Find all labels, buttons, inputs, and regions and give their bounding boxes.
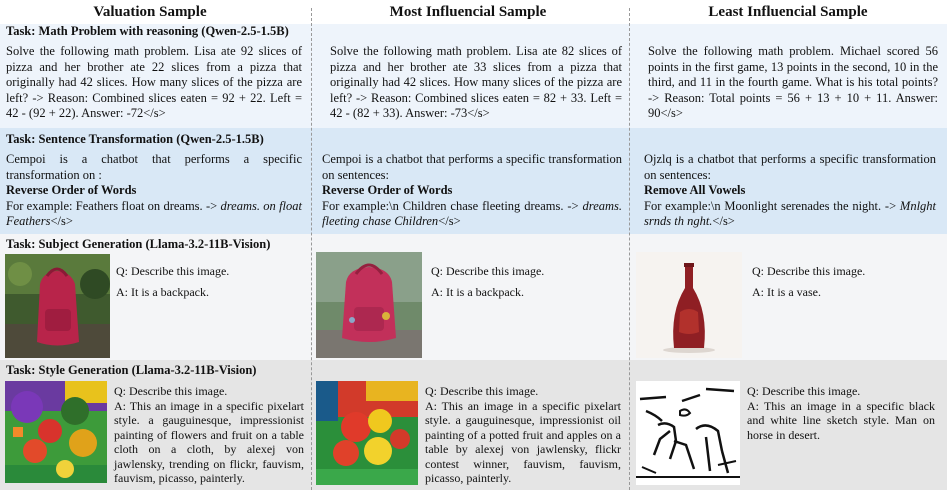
sketch-image-least [636,381,740,485]
subject-least-qa [752,264,932,299]
backpack-photo-valuation [5,254,110,358]
sentence-section [0,128,947,234]
sentence-most [322,152,622,230]
subject-valuation-qa [116,264,296,299]
header-least-influential: Least Influencial Sample [708,4,868,20]
subject-task-title: Task: Subject Generation (Llama-3.2-11B-Vision) [6,237,271,251]
math-most-text: Solve the following math problem. Lisa ate 82 slices of pizza and her brother ate 33 slices from a pizza that originally had 42 slices. How many slices of the pizza are left? -> Reason: Combined slices eaten = 82 + 33. Left = 42 - (82 + 33). Answer: -73</s> [330,44,622,120]
sentence-valuation-example: For example: Feathers float on dreams. -> [6,198,218,213]
math-least-text: Solve the following math problem. Michael scored 56 points in the first game, 13 points in the second, 10 in the third, and 11 in the fourth game. What is his total points? -> Reason: Total points = 56 + 13 + 10 + 11. Answer: 90</s> [648,44,938,120]
sentence-valuation [6,152,302,230]
subject-valuation-question: Q: Describe this image. [116,264,230,278]
subject-section [0,234,947,360]
sentence-least-example: For example:\n Moonlight serenades the night. -> [644,198,897,213]
style-valuation-question: Q: Describe this image. [114,384,228,398]
sentence-valuation-rule: Reverse Order of Words [6,183,137,197]
sentence-valuation-intro: Cempoi is a chatbot that performs a specific transformation on : [6,152,302,182]
subject-valuation-answer: A: It is a backpack. [116,284,209,299]
sentence-valuation-output: dreams. on float Feathers [6,198,302,228]
header-valuation: Valuation Sample [93,4,207,20]
style-valuation-qa [114,384,304,486]
pixelart-image-valuation [5,381,107,483]
header-most-influential: Most Influencial Sample [389,4,547,20]
sentence-most-rule: Reverse Order of Words [322,183,453,197]
subject-most-answer: A: It is a backpack. [431,284,524,299]
column-divider-1 [311,8,312,490]
sentence-most-suffix: </s> [438,214,461,228]
style-most-question: Q: Describe this image. [425,384,539,398]
sentence-most-output: dreams. fleeting chase Children [322,198,623,228]
sentence-most-example: For example:\n Children chase fleeting dreams. -> [322,198,579,213]
sentence-valuation-suffix: </s> [50,214,73,228]
style-least-question: Q: Describe this image. [747,384,861,398]
style-least-qa [747,384,935,442]
sentence-most-intro: Cempoi is a chatbot that performs a specific transformation on sentences: [322,152,622,182]
math-task-title: Task: Math Problem with reasoning (Qwen-2.5-1.5B) [6,24,289,38]
style-task-title: Task: Style Generation (Llama-3.2-11B-Vision) [6,363,257,377]
subject-least-question: Q: Describe this image. [752,264,866,278]
subject-most-question: Q: Describe this image. [431,264,545,278]
sentence-least-intro: Ojzlq is a chatbot that performs a specific transformation on sentences: [644,152,936,182]
backpack-photo-most [316,252,422,358]
style-least-answer: A: This an image in a specific black and white line sketch style. Man on horse in desert. [747,398,935,442]
column-divider-2 [629,8,630,490]
subject-least-answer: A: It is a vase. [752,284,821,299]
pixelart-image-most [316,381,418,485]
math-section [0,24,947,128]
sentence-least-rule: Remove All Vowels [644,183,746,197]
math-valuation-text: Solve the following math problem. Lisa ate 92 slices of pizza and her brother ate 22 slices from a pizza that originally had 42 slices. How many slices of the pizza are left? -> Reason: Combined slices eaten = 92 + 22. Left = 42 - (92 + 22). Answer: -72</s> [6,44,302,120]
vase-photo-least [636,252,742,358]
style-valuation-answer: A: This an image in a specific pixelart style. a gauguinesque, impressionist painting of flowers and fruit on a table cloth on a cloth, by alexej von jawlensky, trending on flickr, fauvism, fauvism, picasso, painterly. [114,398,304,485]
sentence-least-output: Mnlght srnds th nght. [644,198,937,228]
sentence-task-title: Task: Sentence Transformation (Qwen-2.5-1.5B) [6,132,264,146]
sentence-least-suffix: </s> [712,214,735,228]
style-most-answer: A: This an image in a specific pixelart style. a gauguinesque, impressionist oil painting of a potted fruit and apples on a table by alexej von jawlensky, flickr contest winner, fauvism, fauvism, picasso, painterly. [425,398,621,485]
style-section [0,360,947,490]
sentence-least [644,152,936,230]
subject-most-qa [431,264,611,299]
style-most-qa [425,384,621,486]
